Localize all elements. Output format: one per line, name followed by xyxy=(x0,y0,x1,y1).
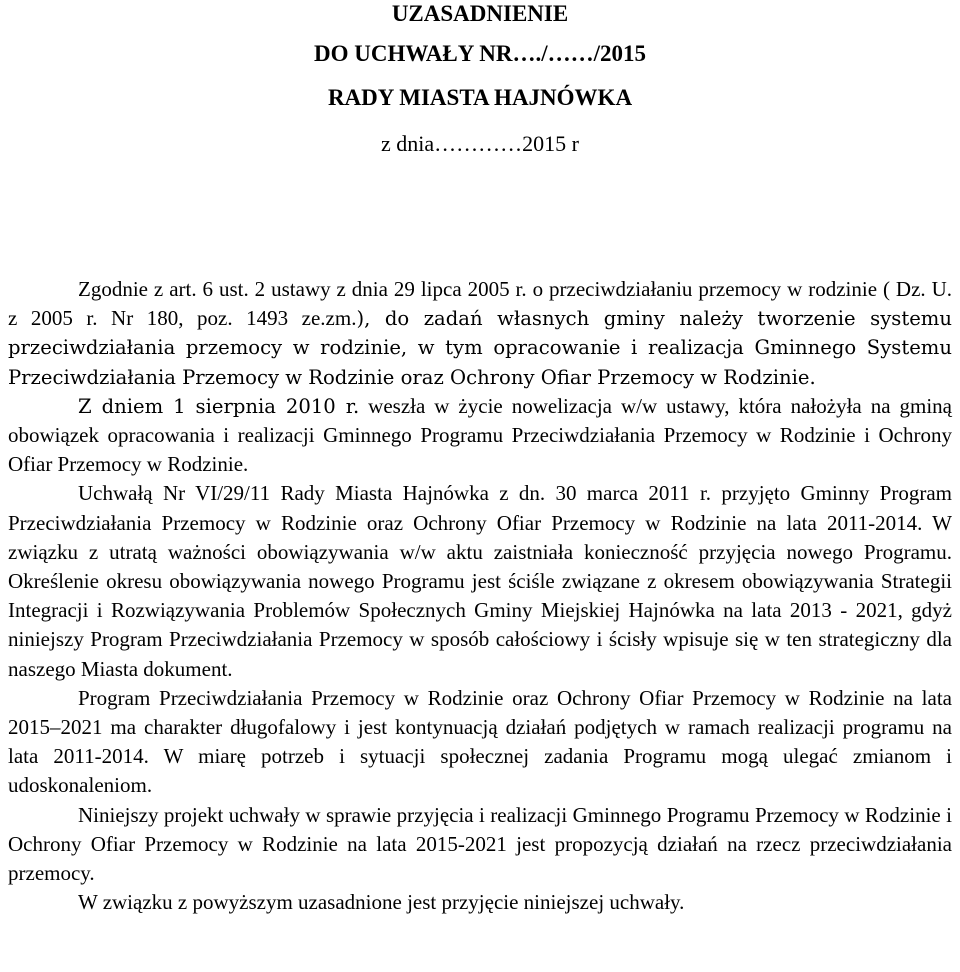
council-name: RADY MIASTA HAJNÓWKA xyxy=(327,85,633,110)
paragraph-legal-basis-part1: Zgodnie z art. 6 ust. 2 ustawy z dnia 29 lipca 2005 r. o przeciwdziałaniu przemocy w rodzinie ( Dz. U. z 2005 r. Nr 180, poz. 1493 ze.zm. xyxy=(8,277,952,331)
justification-body xyxy=(8,275,952,917)
paragraph-program-character: Program Przeciwdziałania Przemocy w Rodzinie oraz Ochrony Ofiar Przemocy w Rodzinie na lata 2015–2021 ma charakter długofalowy i jest kontynuacją działań podjętych w ramach realizacji programu na lata 2011-2014. W miarę potrzeb i sytuacji społecznej zadania Programu mogą ulegać zmianom i udoskonaleniom. xyxy=(8,685,952,798)
paragraph-project-proposal: Niniejszy projekt uchwały w sprawie przyjęcia i realizacji Gminnego Programu Przemocy w Rodzinie i Ochrony Ofiar Przemocy w Rodzinie na lata 2015-2021 jest propozycją działań na rzecz przeciwdziałania przemocy. xyxy=(8,802,952,886)
document-title: UZASADNIENIE xyxy=(391,1,569,26)
paragraph-amendment-part2: weszła w życie nowelizacja w/w ustawy, która nałożyła na gminą obowiązek opracowania i realizacji Gminnego Programu Przeciwdziałania Przemocy w Rodzinie i Ochrony Ofiar Przemocy w Rodzinie. xyxy=(8,393,952,477)
paragraph-previous-program: Uchwałą Nr VI/29/11 Rady Miasta Hajnówka z dn. 30 marca 2011 r. przyjęto Gminny Program Przeciwdziałania Przemocy w Rodzinie oraz Ochrony Ofiar Przemocy w Rodzinie na lata 2011-2014. W związku z utratą ważności obowiązywania w/w aktu zaistniała konieczność przyjęcia nowego Programu. Określenie okresu obowiązywania nowego Programu jest ściśle związane z okresem obowiązywania Strategii Integracji i Rozwiązywania Problemów Społecznych Gminy Miejskiej Hajnówka na lata 2013 - 2021, gdyż niniejszy Program Przeciwdziałania Przemocy w sposób całościowy i ścisły wpisuje się w ten strategiczny dla naszego Miasta dokument. xyxy=(8,481,952,681)
paragraph-conclusion: W związku z powyższym uzasadnione jest przyjęcie niniejszej uchwały. xyxy=(78,890,685,915)
resolution-number: DO UCHWAŁY NR…./……/2015 xyxy=(313,41,647,66)
resolution-date: z dnia…………2015 r xyxy=(381,131,579,156)
paragraph-amendment xyxy=(8,392,952,480)
paragraph-legal-basis xyxy=(8,275,952,392)
paragraph-legal-basis-part2: ), do zadań własnych gminy należy tworzenie systemu przeciwdziałania przemocy w rodzinie, w tym opracowanie i realizacja Gminnego Systemu Przeciwdziałania Przemocy w Rodzinie oraz Ochrony Ofiar Przemocy w Rodzinie. xyxy=(8,307,952,389)
paragraph-amendment-part1: Z dniem 1 sierpnia 2010 r. xyxy=(78,394,360,418)
